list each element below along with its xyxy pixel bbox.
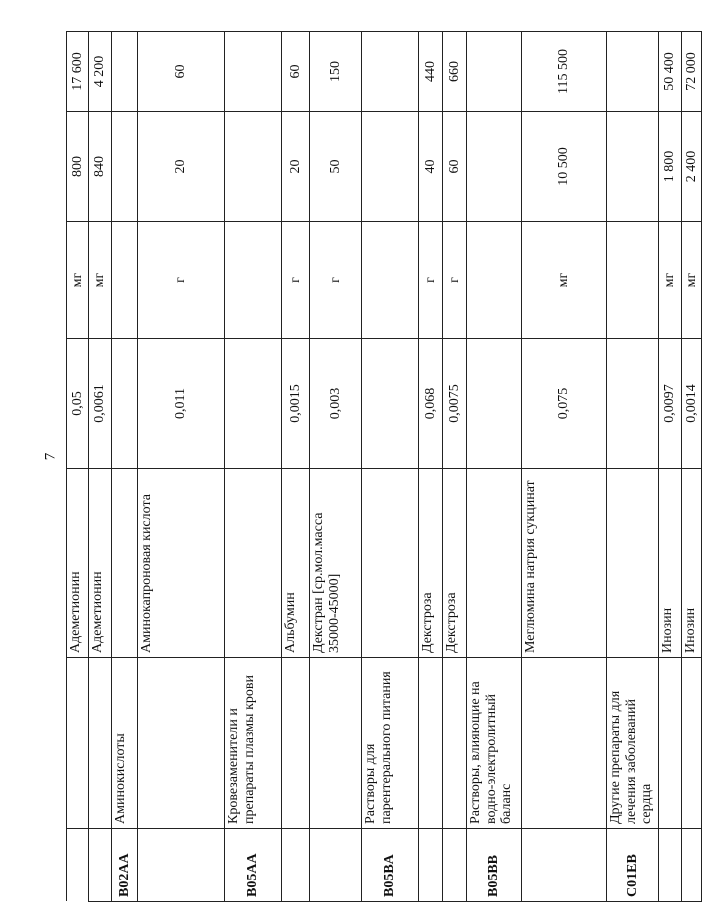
unit-cell [467, 222, 522, 339]
dose-cell [112, 112, 138, 222]
dose-cell: 50 [310, 112, 362, 222]
unit-cell: г [138, 222, 225, 339]
code-cell [310, 829, 362, 902]
drug-name-cell: Инозин [682, 469, 702, 658]
table-row [112, 32, 138, 902]
code-cell: B05BB [467, 829, 522, 902]
unit-cell: мг [89, 222, 112, 339]
dose-cell: 40 [419, 112, 443, 222]
drug-name-cell [225, 469, 282, 658]
code-cell [67, 829, 89, 902]
table-row [138, 32, 225, 902]
dose-cell: 840 [89, 112, 112, 222]
group-cell [282, 658, 310, 829]
table-row [67, 32, 89, 902]
ddd-cell: 0,0061 [89, 339, 112, 469]
table-row [659, 32, 682, 902]
group-cell: Другие препараты для лечения заболеваний сердца [607, 658, 659, 829]
total-cell [362, 32, 419, 112]
table-row [225, 32, 282, 902]
drug-name-cell [112, 469, 138, 658]
ddd-cell [607, 339, 659, 469]
dose-cell: 2 400 [682, 112, 702, 222]
ddd-cell [467, 339, 522, 469]
total-cell: 115 500 [522, 32, 607, 112]
group-cell [419, 658, 443, 829]
dose-cell: 60 [443, 112, 467, 222]
unit-cell [112, 222, 138, 339]
unit-cell [225, 222, 282, 339]
unit-cell [362, 222, 419, 339]
table-row [310, 32, 362, 902]
code-cell [282, 829, 310, 902]
drug-name-cell: Аминокапроновая кислота [138, 469, 225, 658]
dose-cell [225, 112, 282, 222]
total-cell: 150 [310, 32, 362, 112]
dose-cell: 20 [138, 112, 225, 222]
group-cell [659, 658, 682, 829]
unit-cell: г [443, 222, 467, 339]
group-cell: Кровезаменители и препараты плазмы крови [225, 658, 282, 829]
drug-name-cell: Декстроза [419, 469, 443, 658]
ddd-cell: 0,0014 [682, 339, 702, 469]
total-cell: 660 [443, 32, 467, 112]
total-cell: 60 [282, 32, 310, 112]
dose-cell: 10 500 [522, 112, 607, 222]
ddd-cell: 0,003 [310, 339, 362, 469]
table-row [419, 32, 443, 902]
dose-cell: 800 [67, 112, 89, 222]
drug-name-cell: Декстран [ср.мол.масса 35000-45000] [310, 469, 362, 658]
unit-cell: мг [659, 222, 682, 339]
table-row [282, 32, 310, 902]
ddd-cell [362, 339, 419, 469]
table-row [443, 32, 467, 902]
dose-cell: 20 [282, 112, 310, 222]
group-cell [310, 658, 362, 829]
group-cell [443, 658, 467, 829]
code-cell: B05AA [225, 829, 282, 902]
drug-name-cell: Инозин [659, 469, 682, 658]
unit-cell: мг [682, 222, 702, 339]
group-cell [67, 658, 89, 829]
drug-name-cell: Адеметионин [89, 469, 112, 658]
group-cell [682, 658, 702, 829]
total-cell [112, 32, 138, 112]
group-cell [522, 658, 607, 829]
drug-name-cell [362, 469, 419, 658]
dose-cell [362, 112, 419, 222]
unit-cell: мг [522, 222, 607, 339]
dose-cell [607, 112, 659, 222]
dose-cell: 1 800 [659, 112, 682, 222]
unit-cell: г [419, 222, 443, 339]
group-cell [89, 658, 112, 829]
drug-name-cell: Адеметионин [67, 469, 89, 658]
table-row [89, 32, 112, 902]
ddd-cell: 0,075 [522, 339, 607, 469]
drug-name-cell: Меглюмина натрия сукцинат [522, 469, 607, 658]
drug-name-cell [467, 469, 522, 658]
group-cell: Растворы для парентерального питания [362, 658, 419, 829]
table-row [362, 32, 419, 902]
code-cell [419, 829, 443, 902]
total-cell: 50 400 [659, 32, 682, 112]
table-row [467, 32, 522, 902]
group-cell: Растворы, влияющие на водно-электролитный баланс [467, 658, 522, 829]
ddd-cell: 0,0075 [443, 339, 467, 469]
code-cell [443, 829, 467, 902]
code-cell [89, 829, 112, 902]
code-cell [659, 829, 682, 902]
group-cell: Аминокислоты [112, 658, 138, 829]
table-row [522, 32, 607, 902]
unit-cell: мг [67, 222, 89, 339]
total-cell [225, 32, 282, 112]
code-cell [522, 829, 607, 902]
drug-table [66, 31, 702, 902]
ddd-cell [225, 339, 282, 469]
rotated-table-container [66, 32, 699, 902]
code-cell: B02AA [112, 829, 138, 902]
ddd-cell [112, 339, 138, 469]
total-cell [467, 32, 522, 112]
unit-cell: г [310, 222, 362, 339]
page-number: 7 [42, 452, 59, 461]
code-cell: C01EB [607, 829, 659, 902]
total-cell: 440 [419, 32, 443, 112]
group-cell [138, 658, 225, 829]
ddd-cell: 0,05 [67, 339, 89, 469]
table-row [682, 32, 702, 902]
code-cell: B05BA [362, 829, 419, 902]
ddd-cell: 0,068 [419, 339, 443, 469]
table-row [607, 32, 659, 902]
code-cell [682, 829, 702, 902]
ddd-cell: 0,0097 [659, 339, 682, 469]
total-cell: 72 000 [682, 32, 702, 112]
total-cell [607, 32, 659, 112]
unit-cell [607, 222, 659, 339]
total-cell: 60 [138, 32, 225, 112]
code-cell [138, 829, 225, 902]
drug-name-cell [607, 469, 659, 658]
dose-cell [467, 112, 522, 222]
drug-name-cell: Декстроза [443, 469, 467, 658]
unit-cell: г [282, 222, 310, 339]
total-cell: 17 600 [67, 32, 89, 112]
drug-name-cell: Альбумин [282, 469, 310, 658]
total-cell: 4 200 [89, 32, 112, 112]
ddd-cell: 0,0015 [282, 339, 310, 469]
ddd-cell: 0,011 [138, 339, 225, 469]
